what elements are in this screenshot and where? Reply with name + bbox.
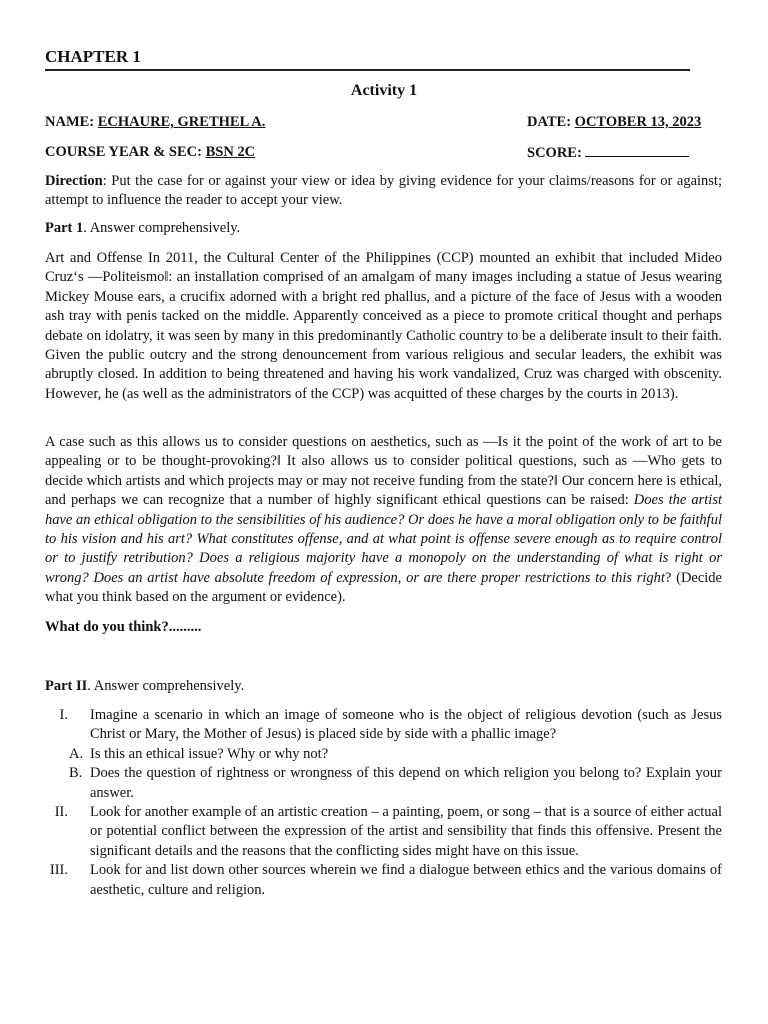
direction-label: Direction — [45, 173, 103, 189]
questions-plain: A case such as this allows us to consider questions on aesthetics, such as ―Is it the point of the work of art to be appealing or to be thought-provoking?‖ It also allows us to consider political questions, such as ―Who gets to decide which artists and which projects may or may not receive funding from the state?‖ Our concern here is ethical, and perhaps we can recognize that a number of highly significant ethical questions can be raised: — [45, 434, 722, 509]
name-value: ECHAURE, GRETHEL A. — [97, 114, 266, 130]
activity-title: Activity 1 — [350, 82, 418, 99]
course-label: COURSE YEAR & SEC: — [45, 144, 202, 160]
list-item: II. Look for another example of an artistic creation – a painting, poem, or song – that is a source of either actual or potential conflict between the expression of the artist and sensibility that finds this offensive. Present the significant details and the reasons that the conflicting sides might have on this issue. — [54, 804, 722, 859]
list-subitem: A. Is this an ethical issue? Why or why not? — [69, 745, 329, 762]
name-label: NAME: — [45, 114, 95, 130]
course-line — [45, 144, 255, 161]
score-label: SCORE: — [527, 145, 582, 161]
list-item: III. Look for and list down other sources wherein we find a dialogue between ethics and the various domains of aesthetic, culture and religion. — [49, 862, 722, 898]
course-value: BSN 2C — [205, 144, 256, 160]
questions-italic: Does the artist have an ethical obligation to the sensibilities of his audience? Or does he have a moral obligation only to be faithful to his vision and his art? What constitutes offense, and at what point is offense severe enough as to require control or to justify retribution? Does a religious majority have a monopoly on the understanding of what is right or wrong? Does an artist have absolute freedom of expression, or are there proper restrictions to this right — [45, 492, 723, 586]
questions-end: ? (Decide what you think based on the argument or evidence). — [45, 569, 722, 606]
heading-rule — [45, 69, 690, 71]
part2-text: . Answer comprehensively. — [87, 678, 245, 694]
part1-label: Part 1 — [45, 220, 84, 236]
chapter-heading: CHAPTER 1 — [45, 47, 141, 66]
think-question: What do you think?......... — [45, 619, 202, 635]
direction-paragraph — [45, 172, 722, 211]
name-line — [45, 114, 265, 131]
score-blank — [585, 144, 689, 157]
score-line — [527, 144, 689, 162]
date-value: OCTOBER 13, 2023 — [574, 114, 702, 130]
list-subitem: B. Does the question of rightness or wrongness of this depend on which religion you belong to? Explain your answer. — [69, 765, 722, 801]
part1-text: . Answer comprehensively. — [83, 220, 241, 236]
part2-list — [45, 706, 722, 900]
list-item: I. Imagine a scenario in which an image of someone who is the object of religious devotion (such as Jesus Christ or Mary, the Mother of Jesus) is placed side by side with a phallic image? — [59, 707, 722, 743]
questions-paragraph — [45, 433, 722, 608]
part2-label: Part II — [45, 678, 88, 694]
part2-heading — [45, 677, 722, 696]
part1-heading — [45, 219, 722, 238]
date-label: DATE: — [527, 114, 572, 130]
case-paragraph: Art and Offense In 2011, the Cultural Center of the Philippines (CCP) mounted an exhibit that included Mideo Cruz‘s ―Politeismo‖: an installation comprised of an amalgam of many images including a statue of Jesus wearing Mickey Mouse ears, a crucifix adorned with a bright red phallus, and a picture of the face of Jesus with a wooden ash tray with penis tacked on the middle. Apparently conceived as a piece to promote critical thought and perhaps debate on idolatry, it was seen by many in this predominantly Catholic country to be a deliberate insult to their faith. Given the public outcry and the strong denouncement from various religious and secular leaders, the exhibit was abruptly closed. In addition to being threatened and having his work vandalized, Cruz was charged with obscenity. However, he (as well as the administrators of the CCP) was acquitted of these charges by the courts in 2013). — [45, 250, 722, 402]
date-line — [527, 114, 701, 131]
direction-text: : Put the case for or against your view or idea by giving evidence for your claims/reasons for or against; attempt to influence the reader to accept your view. — [45, 173, 722, 209]
